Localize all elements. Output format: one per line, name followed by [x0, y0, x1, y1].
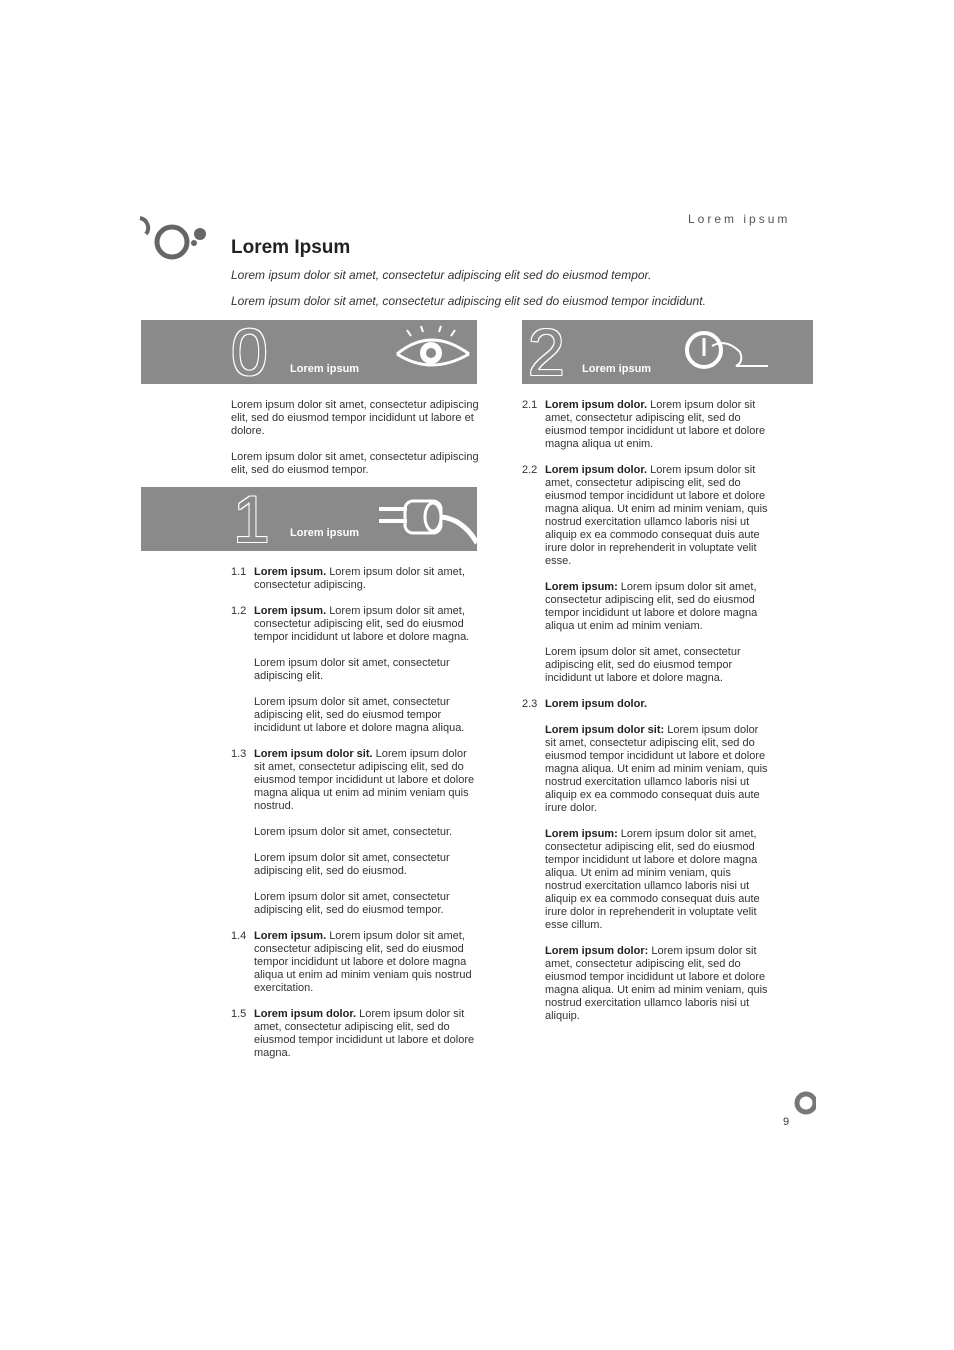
usage-item: Lorem ipsum dolor: Lorem ipsum dolor sit amet, consectetur adipiscing elit, sed do eiusmod tempor incididunt ut labore et dolore magna aliqua. Ut enim ad minim veniam, quis nostrud exercitation ullamco laboris nisi ut aliquip. — [545, 945, 768, 1022]
usage-item: Lorem ipsum: Lorem ipsum dolor sit amet, consectetur adipiscing elit, sed do eiusmod tempor incididunt ut labore et dolore magna aliqua ut enim ad minim veniam. — [545, 581, 758, 632]
install-item: Lorem ipsum dolor sit amet, consectetur. — [254, 826, 453, 838]
section-0-number: 0 — [231, 320, 268, 384]
usage-item: 2.2 Lorem ipsum dolor. Lorem ipsum dolor sit amet, consectetur adipiscing elit, sed do eiusmod tempor incididunt ut labore et dolore magna aliqua. Ut enim ad minim veniam, quis nostrud exercitation ullamco laboris nisi ut aliquip ex ea commodo consequat duis aute irure dolor in reprehenderit in voluptate velit esse. — [522, 464, 768, 567]
usage-item: 2.1 Lorem ipsum dolor. Lorem ipsum dolor sit amet, consectetur adipiscing elit, sed do eiusmod tempor incididunt ut labore et dolore magna aliqua ut enim. — [522, 399, 766, 450]
power-button-icon — [682, 328, 772, 380]
usage-item: Lorem ipsum dolor sit: Lorem ipsum dolor sit amet, consectetur adipiscing elit, sed do eiusmod tempor incididunt ut labore et dolore magna aliqua. Ut enim ad minim veniam, quis nostrud exercitation ullamco laboris nisi ut aliquip ex ea commodo consequat duis aute irure dolor. — [545, 724, 768, 814]
identification-para-1: Lorem ipsum dolor sit amet, consectetur adipiscing elit, sed do eiusmod tempor incididunt ut labore et dolore. — [231, 399, 479, 437]
install-item: 1.1 Lorem ipsum. Lorem ipsum dolor sit amet, consectetur adipiscing. — [231, 566, 465, 591]
section-2-number: 2 — [528, 320, 565, 384]
section-1-header — [141, 487, 477, 551]
usage-item: Lorem ipsum: Lorem ipsum dolor sit amet, consectetur adipiscing elit, sed do eiusmod tempor incididunt ut labore et dolore magna aliqua. Ut enim ad minim veniam, quis nostrud exercitation ullamco laboris nisi ut aliquip ex ea commodo consequat duis aute irure dolor in reprehenderit in voluptate velit esse cillum. — [545, 828, 760, 931]
eye-icon — [391, 324, 475, 380]
identification-para-2: Lorem ipsum dolor sit amet, consectetur adipiscing elit, sed do eiusmod tempor. — [231, 451, 479, 476]
corner-circle-icon — [792, 1091, 816, 1115]
intro-line-1: Lorem ipsum dolor sit amet, consectetur adipiscing elit sed do eiusmod tempor. — [231, 268, 652, 282]
section-0-label: Lorem ipsum — [290, 363, 360, 375]
installation-text — [231, 566, 479, 1060]
circles-logo-icon — [132, 210, 218, 274]
page-number: 9 — [783, 1116, 790, 1128]
plug-icon — [377, 495, 477, 549]
identification-text — [231, 399, 479, 477]
install-item: 1.2 Lorem ipsum. Lorem ipsum dolor sit amet, consectetur adipiscing elit, sed do eiusmod tempor incididunt ut labore et dolore magna. — [231, 605, 470, 643]
install-item: Lorem ipsum dolor sit amet, consectetur adipiscing elit, sed do eiusmod tempor. — [254, 891, 450, 916]
usage-text — [522, 399, 770, 1023]
section-1-number: 1 — [233, 487, 270, 551]
install-item: Lorem ipsum dolor sit amet, consectetur adipiscing elit, sed do eiusmod tempor incididunt ut labore et dolore magna aliqua. — [254, 696, 465, 734]
usage-item: Lorem ipsum dolor sit amet, consectetur adipiscing elit, sed do eiusmod tempor incididunt ut labore et dolore magna. — [545, 646, 741, 684]
language-label: Lorem ipsum — [688, 212, 791, 226]
install-item: Lorem ipsum dolor sit amet, consectetur adipiscing elit. — [254, 657, 450, 682]
section-0-header — [141, 320, 477, 384]
install-item: 1.4 Lorem ipsum. Lorem ipsum dolor sit amet, consectetur adipiscing elit, sed do eiusmod tempor incididunt ut labore et dolore magna aliqua ut enim ad minim veniam quis nostrud exercitation. — [231, 930, 472, 994]
section-1-label: Lorem ipsum — [290, 527, 360, 539]
install-item: 1.3 Lorem ipsum dolor sit. Lorem ipsum dolor sit amet, consectetur adipiscing elit, sed do eiusmod tempor incididunt ut labore et dolore magna aliqua ut enim ad minim veniam quis nostrud. — [231, 748, 475, 812]
install-item: Lorem ipsum dolor sit amet, consectetur adipiscing elit, sed do eiusmod. — [254, 852, 450, 877]
usage-item: 2.3 Lorem ipsum dolor. — [522, 698, 648, 710]
intro-line-2: Lorem ipsum dolor sit amet, consectetur adipiscing elit sed do eiusmod tempor incididunt. — [231, 294, 706, 308]
install-item: 1.5 Lorem ipsum dolor. Lorem ipsum dolor sit amet, consectetur adipiscing elit, sed do eiusmod tempor incididunt ut labore et dolore magna. — [231, 1008, 475, 1059]
section-2-header — [522, 320, 813, 384]
document-title: Lorem Ipsum — [231, 237, 351, 258]
section-2-label: Lorem ipsum — [582, 363, 652, 375]
